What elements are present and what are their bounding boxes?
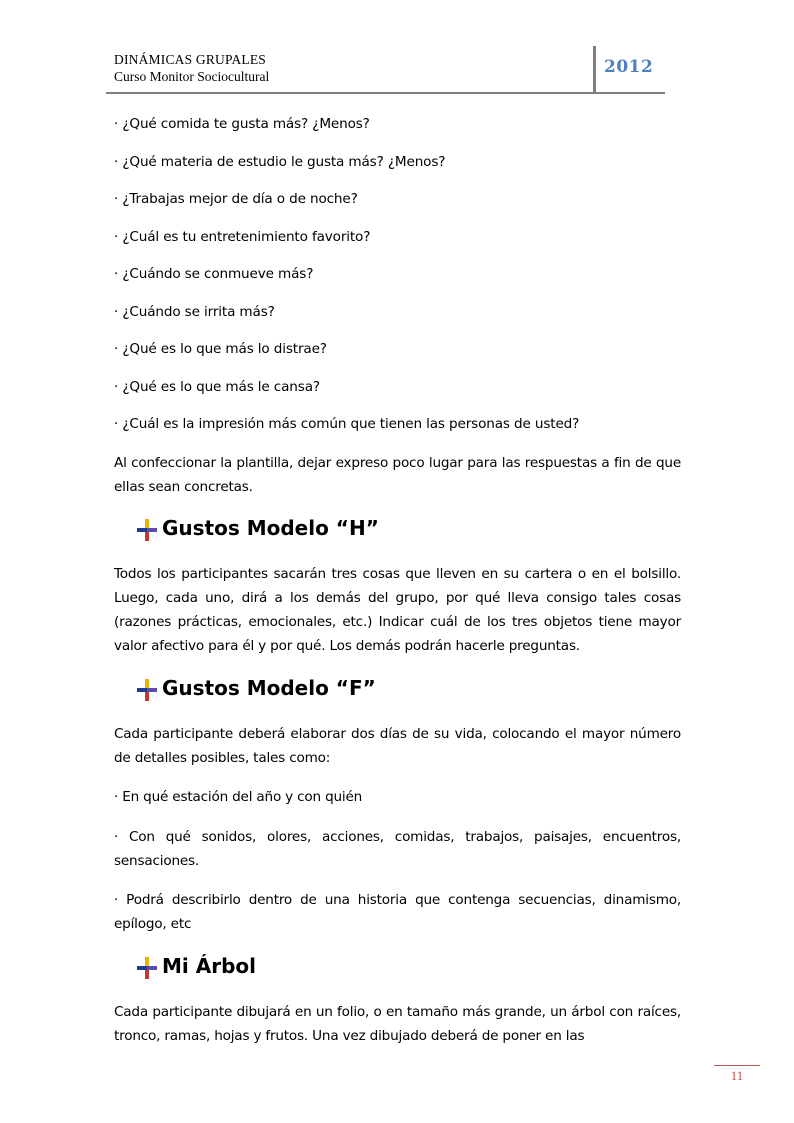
question-item: · ¿Qué comida te gusta más? ¿Menos?: [114, 116, 370, 132]
header-title: DINÁMICAS GRUPALES: [114, 52, 267, 67]
colored-cross-bullet-icon: [136, 678, 158, 702]
header-year: 2012: [604, 57, 654, 77]
section-heading-mi-arbol: [114, 952, 681, 996]
header-divider: [593, 46, 596, 93]
section-body: Cada participante deberá elaborar dos días de su vida, colocando el mayor número de detalles posibles, tales como:: [114, 725, 681, 766]
section-heading-gustos-f: [114, 674, 681, 718]
footer-rule: [714, 1065, 760, 1066]
question-item: · ¿Trabajas mejor de día o de noche?: [114, 191, 358, 207]
section-body: Todos los participantes sacarán tres cosas que lleven en su cartera o en el bolsillo. Luego, cada uno, dirá a los demás del grupo, por qué lleva consigo tales cosas (razones prácticas, emocionales, etc.) Indicar cuál de los tres objetos tiene mayor valor afectivo para él y por qué. Los demás podrán hacerle preguntas.: [114, 566, 681, 654]
section-heading-text: Mi Árbol: [162, 953, 256, 978]
list-item: · En qué estación del año y con quién: [114, 789, 363, 805]
page-body: [114, 113, 681, 1063]
header-rule: [106, 92, 665, 94]
section-body: Cada participante dibujará en un folio, o en tamaño más grande, un árbol con raíces, tronco, ramas, hojas y frutos. Una vez dibujado deberá de poner en las: [114, 1003, 681, 1044]
header-subtitle: Curso Monitor Sociocultural: [114, 69, 270, 84]
list-item: · Podrá describirlo dentro de una historia que contenga secuencias, dinamismo, epílogo, etc: [114, 892, 681, 932]
intro-note: Al confeccionar la plantilla, dejar expreso poco lugar para las respuestas a fin de que ellas sean concretas.: [114, 454, 681, 495]
question-item: · ¿Qué materia de estudio le gusta más? ¿Menos?: [114, 153, 446, 170]
question-item: · ¿Cuál es tu entretenimiento favorito?: [114, 228, 371, 245]
question-item: · ¿Qué es lo que más lo distrae?: [114, 341, 327, 357]
question-item: · ¿Cuál es la impresión más común que tienen las personas de usted?: [114, 416, 580, 432]
question-item: · ¿Qué es lo que más le cansa?: [114, 378, 320, 395]
page-number: 11: [730, 1068, 744, 1083]
section-heading-gustos-h: [114, 514, 681, 558]
section-heading-text: Gustos Modelo “F”: [162, 675, 376, 700]
question-item: · ¿Cuándo se irrita más?: [114, 303, 275, 320]
colored-cross-bullet-icon: [136, 518, 158, 542]
question-item: · ¿Cuándo se conmueve más?: [114, 266, 314, 282]
list-item: · Con qué sonidos, olores, acciones, comidas, trabajos, paisajes, encuentros, sensaciones.: [114, 828, 681, 869]
page-header: [114, 51, 666, 93]
section-heading-text: Gustos Modelo “H”: [162, 516, 379, 540]
colored-cross-bullet-icon: [136, 956, 158, 980]
